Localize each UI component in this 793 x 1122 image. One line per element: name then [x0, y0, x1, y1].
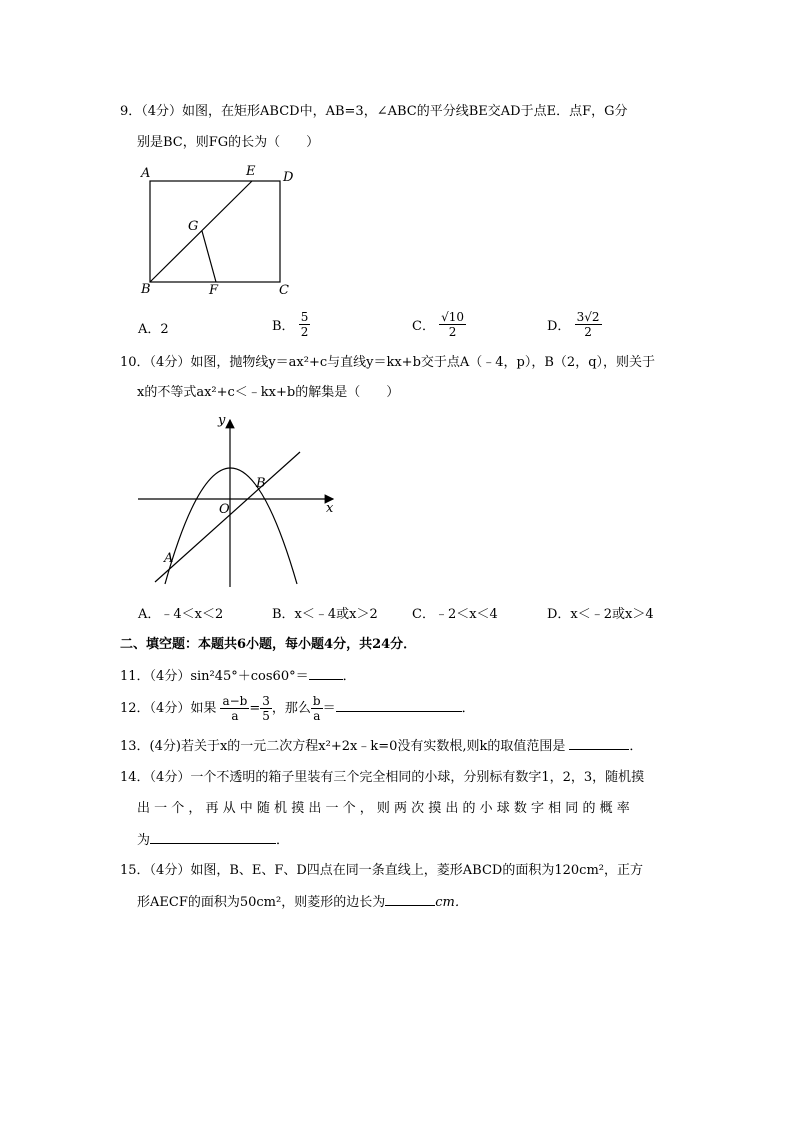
label-b: B: [256, 476, 266, 491]
q10-line2: x的不等式ax²+c＜﹣kx+b的解集是（ ）: [137, 385, 400, 400]
label-a: A: [164, 551, 174, 566]
q9-option-c[interactable]: C． $\frac{√10}{2}$: [412, 310, 465, 339]
rect-abcd: [150, 181, 280, 282]
answer-blank[interactable]: [150, 831, 276, 844]
label-e: E: [246, 164, 256, 179]
segment-fg: [202, 231, 216, 282]
bisector-be: [150, 181, 252, 282]
answer-blank[interactable]: [309, 667, 343, 680]
q10-option-a[interactable]: A．﹣4＜x＜2: [138, 607, 224, 622]
q9-rectangle-figure: [140, 168, 300, 303]
label-y: y: [218, 413, 226, 428]
q11: 11．（4分）sin²45°＋cos60°＝ ．: [120, 669, 356, 684]
fraction: $\frac{a-b}{a}$: [222, 694, 248, 723]
label-a: A: [141, 166, 151, 181]
q9-option-d[interactable]: D． $\frac{3√2}{2}$: [547, 310, 600, 339]
q14-line3: 为 ．: [137, 833, 290, 848]
q10-option-c[interactable]: C．﹣2＜x＜4: [412, 607, 498, 622]
label-c: C: [279, 283, 289, 298]
answer-blank[interactable]: [336, 699, 462, 712]
q9-line1: 9．（4分）如图，在矩形ABCD中，AB=3，∠ABC的平分线BE交AD于点E．点F，G分: [120, 104, 628, 119]
fraction: $\frac{5}{2}$: [300, 310, 309, 339]
q9-option-b[interactable]: B． $\frac{5}{2}$: [272, 310, 309, 339]
q15-line2: 形AECF的面积为50cm²，则菱形的边长为 cm．: [137, 895, 468, 910]
q12: 12．（4分）如果 $\frac{a-b}{a}$ = $\frac{3}{5}$ ，那么 $\frac{b}{a}$ ＝ ．: [120, 694, 475, 723]
label-o: O: [219, 502, 230, 517]
q9-line2: 别是BC，则FG的长为（ ）: [137, 135, 320, 150]
q13: 13．(4分)若关于x的一元二次方程x²+2x﹣k=0没有实数根,则k的取值范围是 ．: [120, 739, 643, 754]
label-g: G: [188, 219, 199, 234]
label-d: D: [283, 170, 294, 185]
fraction: $\frac{3√2}{2}$: [576, 310, 600, 339]
answer-blank[interactable]: [385, 893, 435, 906]
label-f: F: [209, 283, 219, 298]
fraction: $\frac{b}{a}$: [312, 694, 321, 723]
label-x: x: [326, 501, 334, 516]
line-ab: [155, 452, 300, 582]
answer-blank[interactable]: [569, 737, 629, 750]
q14-line1: 14．（4分）一个不透明的箱子里装有三个完全相同的小球，分别标有数字1，2，3，随机摸: [120, 770, 645, 785]
fraction: $\frac{3}{5}$: [262, 694, 270, 723]
q9-option-a[interactable]: A．2: [138, 322, 169, 337]
parabola-curve: [165, 468, 297, 584]
label-b: B: [141, 282, 151, 297]
section-heading: 二、填空题：本题共6小题，每小题4分，共24分．: [120, 637, 417, 652]
q14-line2: 出 一 个 ， 再 从 中 随 机 摸 出 一 个 ， 则 两 次 摸 出 的 小 球 数 字 相 同 的 概 率: [137, 801, 630, 816]
q15-line1: 15．（4分）如图，B、E、F、D四点在同一条直线上，菱形ABCD的面积为120cm²，正方: [120, 863, 643, 878]
fraction: $\frac{√10}{2}$: [441, 310, 465, 339]
q10-option-b[interactable]: B．x＜﹣4或x＞2: [272, 607, 378, 622]
q10-option-d[interactable]: D．x＜﹣2或x＞4: [547, 607, 654, 622]
q10-line1: 10．（4分）如图，抛物线y＝ax²+c与直线y＝kx+b交于点A（﹣4，p），B（2，q），则关于: [120, 355, 656, 370]
